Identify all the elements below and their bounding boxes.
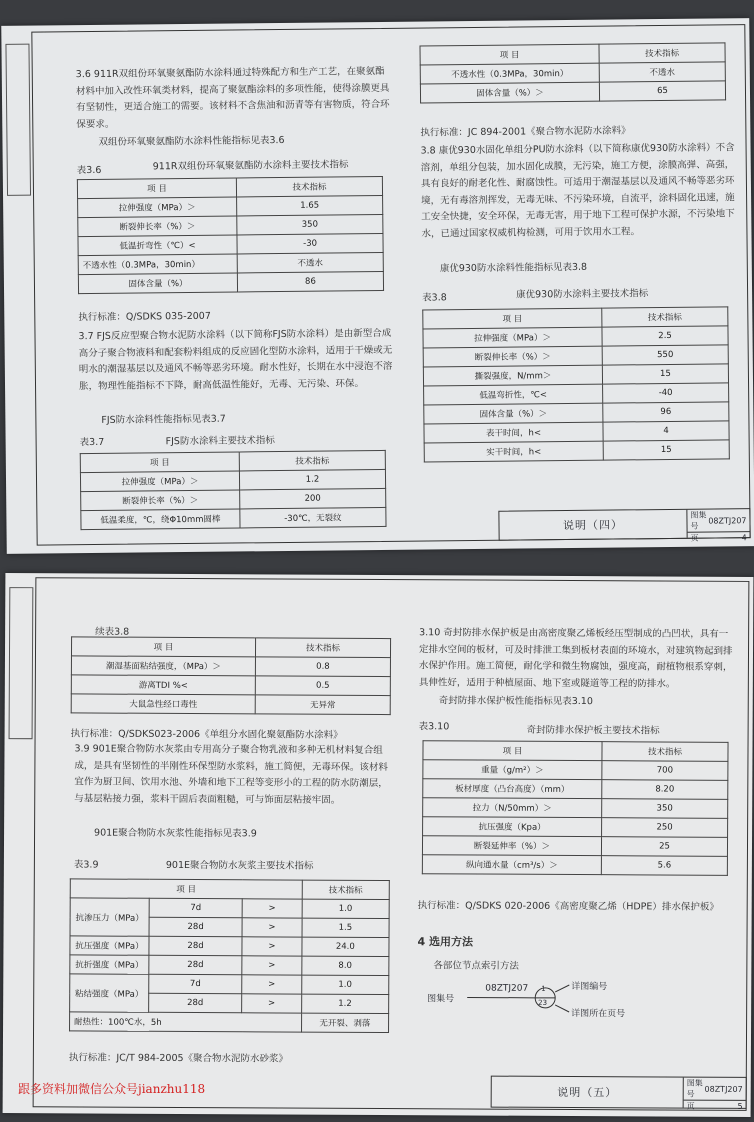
table-cell: 5.6 xyxy=(601,856,727,876)
table-3-7-number: 表3.7 xyxy=(79,436,105,449)
index-atlas-label: 图集号 xyxy=(427,994,455,1005)
table-cell: 250 xyxy=(602,818,728,838)
watermark-text: 跟多资料加微信公众号jianzhu118 xyxy=(18,1082,206,1096)
index-symbol-diagram xyxy=(427,975,647,1026)
table-cell: 抗渗压力（MPa） xyxy=(70,898,149,936)
table-3-10-standard: 执行标准：Q/SDKS 020-2006《高密度聚乙烯（HDPE）排水保护板》 xyxy=(417,900,719,913)
page-number: 4 xyxy=(741,533,747,543)
table-cell: 固体含量（%） xyxy=(78,273,237,294)
table-header: 项 目 xyxy=(71,637,255,657)
table-cell: 拉伸强度（MPa）＞ xyxy=(78,197,237,218)
binding-strip xyxy=(9,587,34,739)
section-3-7-text: 3.7 FJS反应型聚合物水泥防水涂料（以下简称FJS防水涂料）是由新型合成高分子聚合物液料和配套粉料组成的反应固化型防水涂料，适用于干燥或无明水的潮湿基层以及通风不畅等恶劣环境。耐水性好，长期在水中浸泡不溶胀，物理性能指标不下降，耐高低温性能好，无毒、无污染、环保。 xyxy=(78,327,393,392)
table-cell: 粘结强度（MPa） xyxy=(70,974,149,1012)
table-3-9-title: 901E聚合物防水灰浆主要技术指标 xyxy=(165,859,314,872)
table-cell: 350 xyxy=(237,214,383,235)
index-detail-label: 详图编号 xyxy=(571,982,608,993)
section-3-8-text: 3.8 康优930水固化单组分PU防水涂料（以下简称康优930防水涂料）不含溶剂，单组分包装，加水固化成膜，无污染，施工方便，涂膜高弹、高强，具有良好的耐老化性、耐腐蚀性。可适用于潮湿基层以及通风不畅等恶劣环境，无有毒溶剂挥发，无毒无味、不污染环境，自流平，涂料固化迅速，施工安全快捷，安全环保，无毒无害，用于地下工程可保护水源，不污染地下水，已通过国家权威机构检测，可用于饮用水工程。 xyxy=(420,142,735,240)
table-cell: 2.5 xyxy=(602,326,728,346)
table-cell: 24.0 xyxy=(302,937,389,956)
table-cell: 1.5 xyxy=(302,918,389,937)
table-cell: 1.65 xyxy=(237,195,383,216)
table-cell: 25 xyxy=(601,837,727,857)
table-3-9-number: 表3.9 xyxy=(73,859,99,871)
sheet-title: 说明（四） xyxy=(562,518,624,533)
table-row xyxy=(70,955,389,976)
table-cell: 无异常 xyxy=(255,695,390,715)
section-3-6-text: 3.6 911R双组份环氧聚氨酯防水涂料通过特殊配方和生产工艺，在聚氨酯材料中加入改性环氧类材料，提高了聚氨酯涂料的多项性能，使得涂膜更具有坚韧性，更适合施工的需要。该材料不含焦油和沥青等有害物质，符合环保要求。 xyxy=(75,65,390,130)
table-cell: 不透水性（0.3MPa，30min） xyxy=(78,254,237,275)
table-cell: 板材厚度（凸台高度）（mm） xyxy=(423,779,602,799)
table-cell: 65 xyxy=(599,81,725,101)
table-cell: > xyxy=(242,899,302,918)
table-3-9-standard: 执行标准：JC/T 984-2005《聚合物水泥防水砂浆》 xyxy=(68,1052,289,1065)
table-3-7-title: FJS防水涂料主要技术指标 xyxy=(165,435,275,448)
table-cell: 断裂伸长率（%）＞ xyxy=(423,346,602,367)
table-3-10-number: 表3.10 xyxy=(418,721,450,733)
table-3-6-title: 911R双组份环氧聚氨酯防水涂料主要技术指标 xyxy=(152,159,349,173)
table-row xyxy=(422,836,727,857)
table-header: 技术指标 xyxy=(239,450,385,471)
table-cell: 15 xyxy=(603,440,729,460)
table-row xyxy=(70,1012,389,1033)
table-row xyxy=(81,507,386,529)
binding-strip xyxy=(5,44,31,196)
table-cell: 不透水 xyxy=(599,62,725,82)
table-cell: 0.5 xyxy=(255,676,390,696)
table-3-8-number: 表3.8 xyxy=(422,292,447,304)
table-row xyxy=(423,760,728,781)
table-cell: 0.8 xyxy=(255,657,390,677)
table-3-7 xyxy=(80,450,387,530)
table-row xyxy=(70,936,389,957)
table-row xyxy=(78,271,383,293)
table-row xyxy=(70,898,389,919)
table-cell: 游离TDI %< xyxy=(71,675,255,695)
index-atlas-code: 08ZTJ207 xyxy=(485,983,529,994)
section-3-9-intro: 901E聚合物防水灰浆性能指标见表3.9 xyxy=(94,827,257,840)
drawing-sheet-5 xyxy=(3,573,754,1117)
table-cell: 28d xyxy=(149,917,242,936)
sheet-title: 说明（五） xyxy=(557,1085,618,1100)
table-cell: 断裂延伸率（%）＞ xyxy=(422,836,601,856)
table-cell: 低温折弯性（℃）< xyxy=(78,235,237,256)
table-cell: 耐热性：100℃水，5h xyxy=(70,1012,302,1032)
table-3-8 xyxy=(422,306,730,462)
table-cell: 表干时间，h< xyxy=(424,422,603,443)
table-cell: -40 xyxy=(603,383,729,403)
table-cell: > xyxy=(242,975,302,994)
table-cell: 拉伸强度（MPa）＞ xyxy=(80,471,239,492)
table-3-8-title: 康优930防水涂料主要技术指标 xyxy=(516,288,649,301)
table-cell: 15 xyxy=(602,364,728,384)
table-cell: 大鼠急性经口毒性 xyxy=(71,694,255,714)
drawing-sheet-4 xyxy=(1,18,754,554)
atlas-label: 图集号 xyxy=(686,1078,703,1099)
table-cell: 1.2 xyxy=(239,469,385,490)
table-cell: 1.0 xyxy=(302,899,389,918)
table-row xyxy=(71,694,390,715)
section-4-subheading: 各部位节点索引方法 xyxy=(433,960,519,972)
table-cell: 重量（g/m²）＞ xyxy=(423,760,602,780)
table-cell: 不透水性（0.3MPa，30min） xyxy=(420,63,599,84)
table-cell: -30℃，无裂纹 xyxy=(240,507,386,528)
table-cell: 抗压强度（MPa） xyxy=(70,936,149,955)
table-cell: 抗折强度（MPa） xyxy=(70,955,149,974)
table-cell: -30 xyxy=(237,233,383,254)
table-cell: 断裂伸长率（%）＞ xyxy=(81,490,240,511)
table-cell: 96 xyxy=(603,402,729,422)
table-header: 技术指标 xyxy=(599,43,725,63)
table-cell: 350 xyxy=(602,799,728,819)
table-row xyxy=(423,817,728,838)
table-row xyxy=(420,81,725,103)
table-cell: 200 xyxy=(240,488,386,509)
table-cell: > xyxy=(242,937,302,956)
table-cell: 1.2 xyxy=(301,994,388,1013)
table-cell: 固体含量（%）＞ xyxy=(420,82,599,103)
table-cell: 700 xyxy=(602,761,728,781)
table-cell: 28d xyxy=(149,936,242,955)
table-3-9 xyxy=(69,878,390,1033)
table-header: 技术指标 xyxy=(602,307,728,327)
table-header: 项 目 xyxy=(420,44,599,65)
section-3-6-intro: 双组份环氧聚氨酯防水涂料性能指标见表3.6 xyxy=(98,134,285,148)
index-detail-number: 1 xyxy=(541,984,546,993)
table-header: 技术指标 xyxy=(236,176,382,197)
table-row xyxy=(71,675,390,696)
table-cell: > xyxy=(242,994,302,1013)
table-cell: 1.0 xyxy=(301,975,388,994)
table-header: 项 目 xyxy=(423,308,602,329)
table-cell: 低温弯折性，℃< xyxy=(424,384,603,405)
section-3-10-text: 3.10 奇封防排水保护板是由高密度聚乙烯板经压型制成的凸凹状，具有一定排水空间的板材，可及时排泄工集到板材表面的环境水，对建筑物起到排水保护作用。施工简便，耐化学和微生物腐蚀，强度高，耐植物根系穿刺，具伸性好，适用于种植屋面、地下室或隧道等工程的防排水。 xyxy=(418,627,733,690)
section-3-9-text: 3.9 901E聚合物防水灰浆由专用高分子聚合物乳液和多种无机材料复合组成，是具有坚韧性的半刚性环保型防水浆料，施工简便，无毒环保。该材料宜作为厨卫间、饮用水池、外墙和地下工程等变形小的工程的防水防潮层，与基层粘接力强，浆料干固后表面粗糙，可与饰面层粘接牢固。 xyxy=(74,743,388,806)
table-cell: 潮湿基面粘结强度，（MPa）＞ xyxy=(71,656,255,676)
table-cell: 550 xyxy=(602,345,728,365)
table-row xyxy=(423,779,728,800)
table-3-6-standard: 执行标准：Q/SDKS 035-2007 xyxy=(78,310,211,324)
section-3-8-intro: 康优930防水涂料性能指标见表3.8 xyxy=(439,261,588,275)
table-header: 项 目 xyxy=(80,452,239,473)
table-cell: 撕裂强度，N/mm＞ xyxy=(423,365,602,386)
table-3-10-title: 奇封防排水保护板主要技术指标 xyxy=(526,724,660,737)
table-3-7-standard: 执行标准：JC 894-2001《聚合物水泥防水涂料》 xyxy=(420,125,631,139)
table-cell: > xyxy=(242,956,302,975)
table-cell: 8.20 xyxy=(602,780,728,800)
title-block xyxy=(498,508,750,541)
page-label: 页 xyxy=(690,533,699,543)
atlas-number: 08ZTJ207 xyxy=(708,515,747,526)
table-cell: 7d xyxy=(149,898,242,917)
index-page-label: 详图所在页号 xyxy=(571,1009,626,1020)
table-row xyxy=(422,855,727,876)
table-header: 技术指标 xyxy=(255,638,390,658)
table-cell: 无开裂、剥落 xyxy=(301,1013,388,1032)
table-row xyxy=(71,656,390,677)
table-header: 项 目 xyxy=(77,178,236,199)
table-3-7-continued xyxy=(419,42,726,103)
table-3-6 xyxy=(77,176,384,294)
table-row xyxy=(70,974,389,995)
table-3-8-standard: 执行标准：Q/SDKS023-2006《单组分水固化聚氨酯防水涂料》 xyxy=(70,728,343,741)
table-row xyxy=(423,798,728,819)
table-header: 项 目 xyxy=(70,879,302,899)
table-3-8-continued xyxy=(71,636,391,715)
table-cell: 实干时间，h< xyxy=(424,441,603,462)
table-cell: 28d xyxy=(149,955,242,974)
table-cell: 低温柔度，℃，绕Φ10mm圆棒 xyxy=(81,509,240,530)
table-cell: 抗压强度（Kpa） xyxy=(423,817,602,837)
section-4-heading: 4 选用方法 xyxy=(417,935,474,949)
table-cell: 纵向通水量（cm³/s）＞ xyxy=(422,855,601,875)
page-label: 页 xyxy=(686,1101,695,1111)
table-cell: 不透水 xyxy=(237,252,383,273)
table-3-6-number: 表3.6 xyxy=(76,164,102,177)
table-cell: > xyxy=(242,918,302,937)
table-3-10 xyxy=(422,740,729,876)
index-page-number: 23 xyxy=(538,998,548,1007)
atlas-number: 08ZTJ207 xyxy=(704,1084,743,1094)
table-header: 项 目 xyxy=(423,741,602,761)
section-3-10-intro: 奇封防排水保护板性能指标见表3.10 xyxy=(438,695,593,708)
table-cell: 4 xyxy=(603,421,729,441)
title-block xyxy=(491,1076,747,1109)
table-cell: 28d xyxy=(149,993,242,1012)
atlas-label: 图集号 xyxy=(690,510,707,531)
page-number: 5 xyxy=(737,1101,743,1111)
section-3-7-intro: FJS防水涂料性能指标见表3.7 xyxy=(101,413,226,426)
table-header: 技术指标 xyxy=(602,742,728,762)
table-cell: 拉力（N/50mm）＞ xyxy=(423,798,602,818)
table-3-8-cont-number: 续表3.8 xyxy=(95,626,130,638)
table-cell: 7d xyxy=(149,974,242,993)
table-cell: 86 xyxy=(237,271,383,292)
table-row xyxy=(424,440,729,462)
table-cell: 断裂伸长率（%）＞ xyxy=(78,216,237,237)
table-cell: 拉伸强度（MPa）＞ xyxy=(423,327,602,348)
table-cell: 固体含量（%）＞ xyxy=(424,403,603,424)
table-header: 技术指标 xyxy=(302,880,389,899)
table-cell: 8.0 xyxy=(302,956,389,975)
